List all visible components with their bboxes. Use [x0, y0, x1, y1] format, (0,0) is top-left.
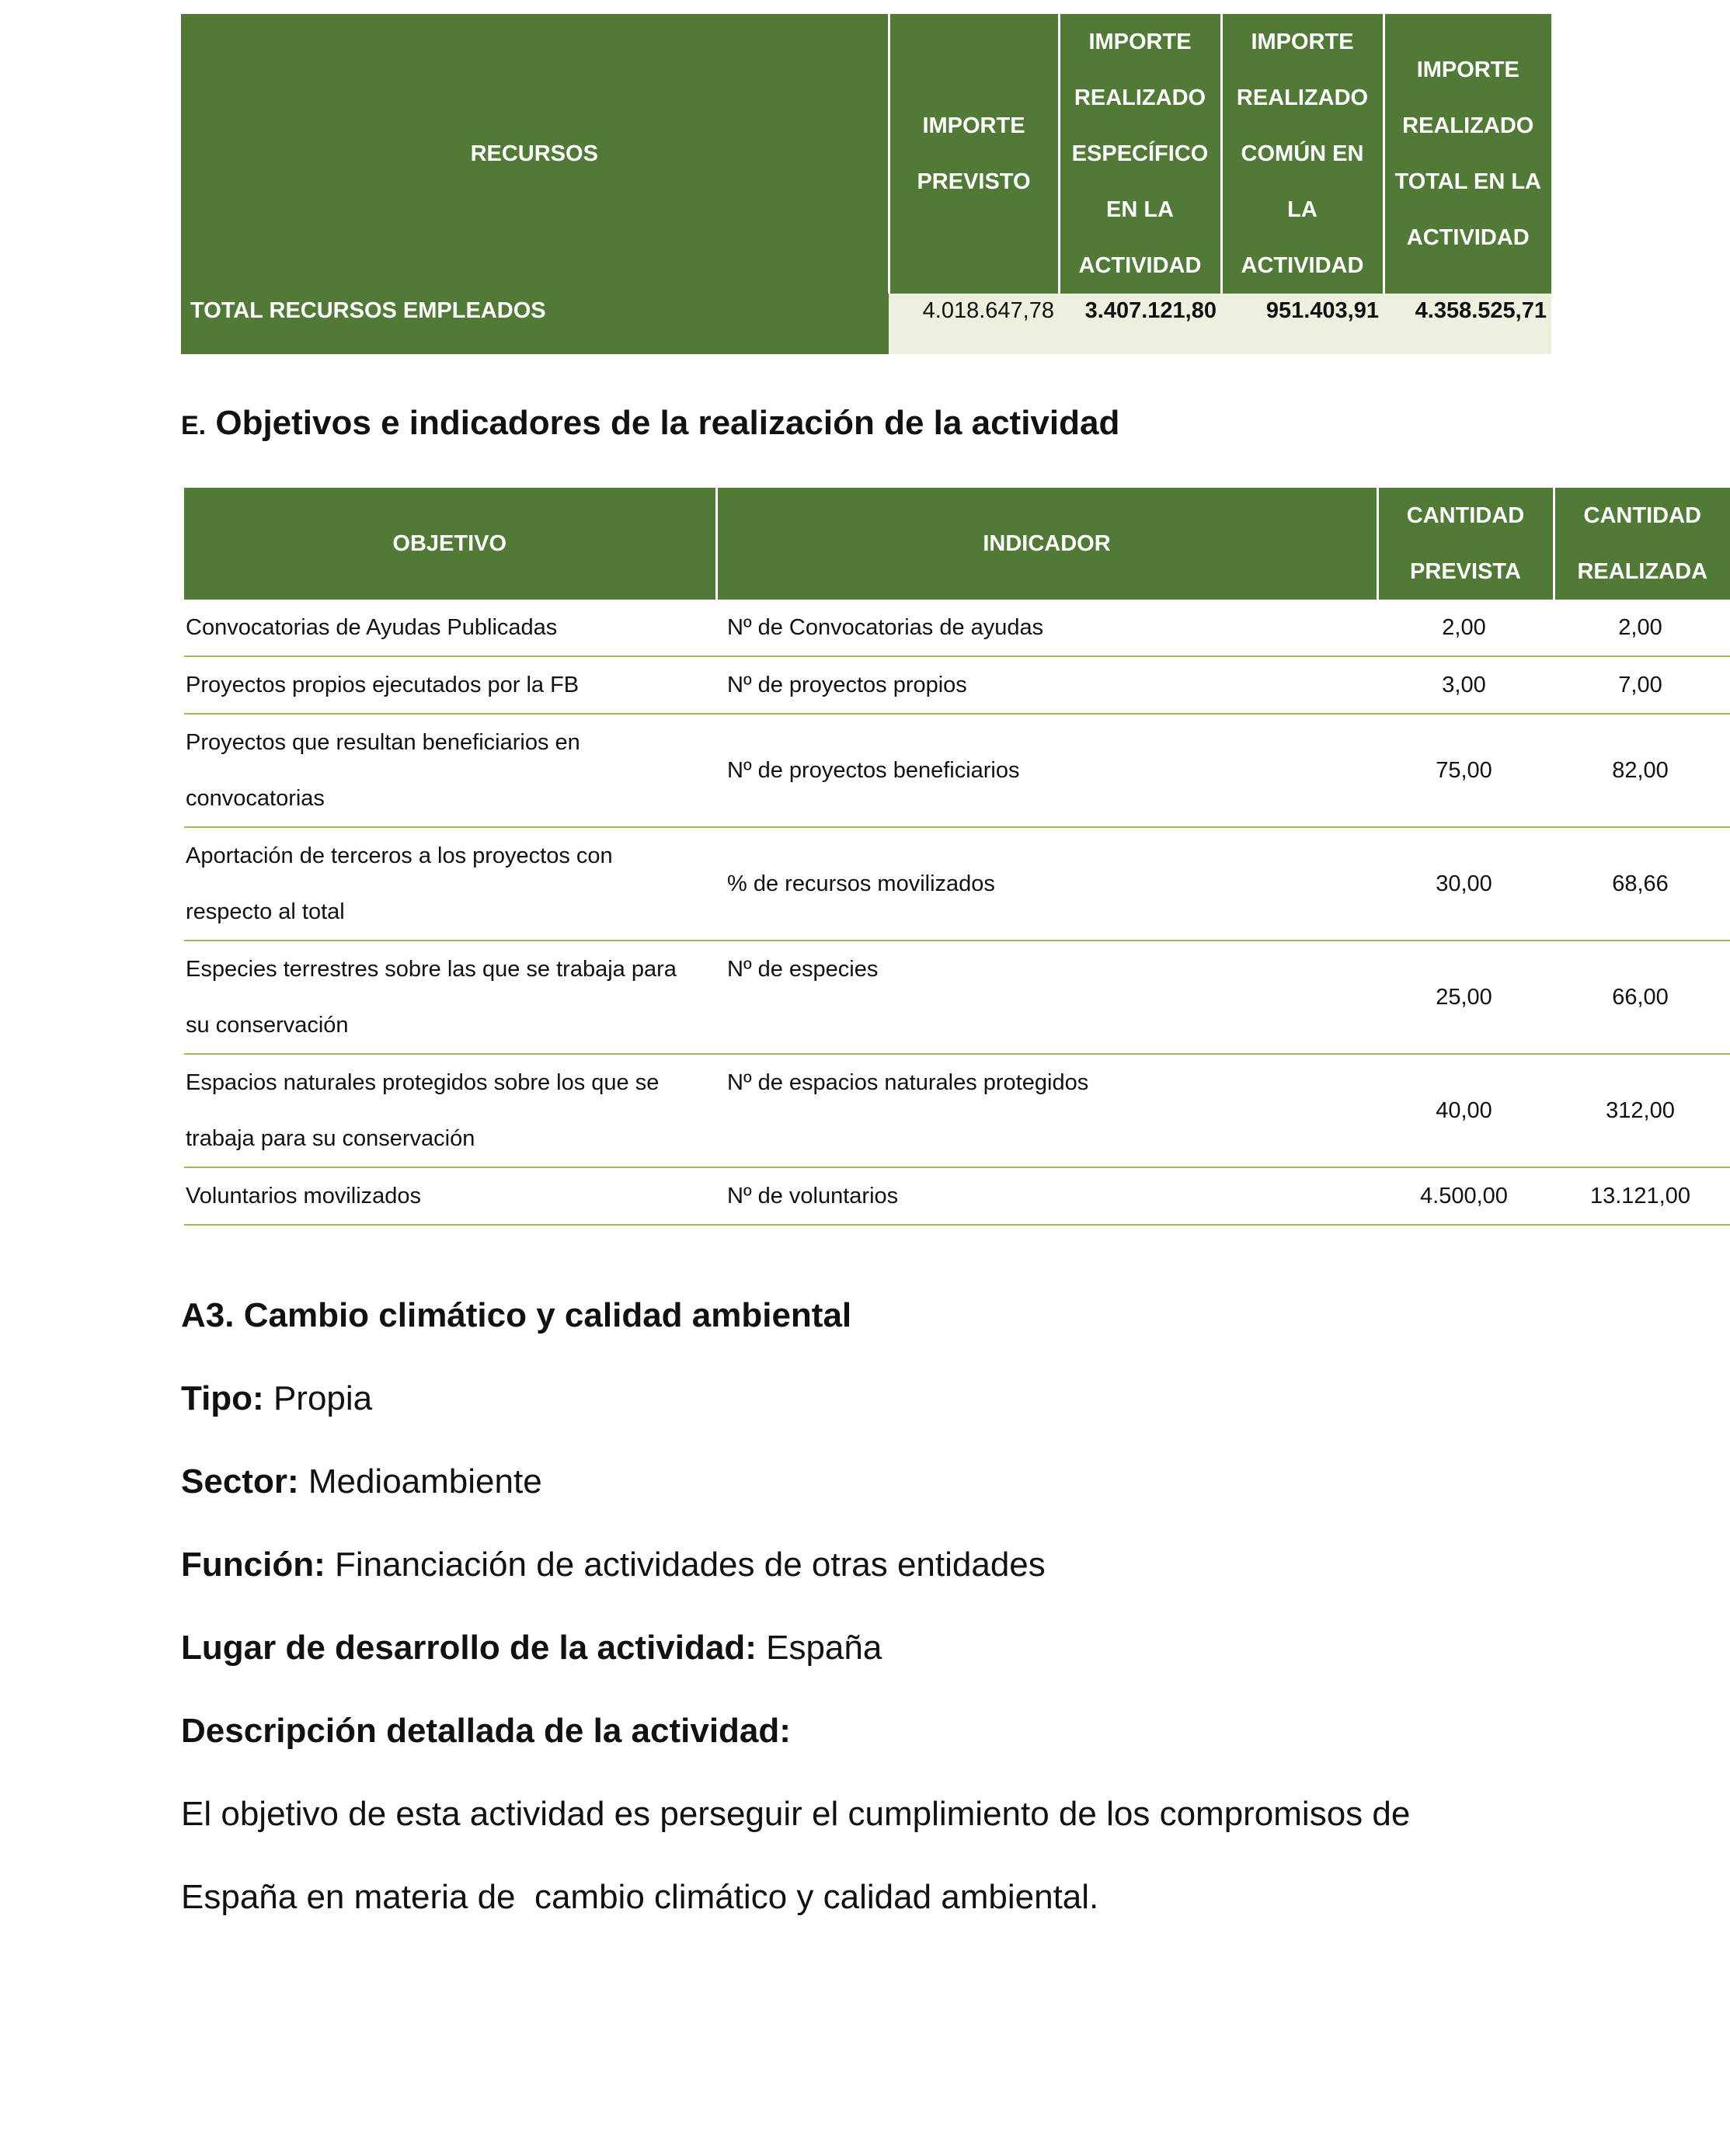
- prevista-cell: 75,00: [1377, 714, 1554, 827]
- objetivo-line: convocatorias: [186, 786, 325, 811]
- header-line: TOTAL EN LA: [1394, 169, 1541, 194]
- header-line: ESPECÍFICO: [1071, 141, 1209, 166]
- a3-section: [181, 1274, 1564, 1939]
- descripcion-line: El objetivo de esta actividad es perseguir el cumplimiento de los compromisos de: [181, 1795, 1411, 1833]
- header-cantidad-prevista: [1377, 488, 1554, 600]
- descripcion-text: [181, 1772, 1564, 1939]
- section-e-heading: [181, 404, 1119, 443]
- indicador-cell: % de recursos movilizados: [716, 827, 1377, 941]
- sector-line: [181, 1440, 1564, 1523]
- header-line: PREVISTA: [1410, 559, 1521, 584]
- objetivo-line: Aportación de terceros a los proyectos con: [186, 843, 613, 868]
- table-row: [184, 941, 1730, 1054]
- objetivo-cell: [184, 600, 716, 656]
- header-line: ACTIVIDAD: [1406, 225, 1530, 250]
- tipo-label: Tipo:: [181, 1379, 264, 1417]
- resources-header-row: [181, 14, 1551, 294]
- indicador-cell: Nº de proyectos propios: [716, 656, 1377, 714]
- total-comun: 951.403,91: [1221, 294, 1384, 354]
- funcion-line: [181, 1523, 1564, 1606]
- objetivo-line: Proyectos que resultan beneficiarios en: [186, 730, 580, 755]
- realizada-cell: 68,66: [1554, 827, 1730, 941]
- header-recursos: RECURSOS: [181, 14, 889, 294]
- indicador-cell: Nº de Convocatorias de ayudas: [716, 600, 1377, 656]
- header-line: REALIZADO: [1236, 85, 1369, 110]
- objetivo-line: Voluntarios movilizados: [186, 1184, 422, 1208]
- objetivo-line: Especies terrestres sobre las que se trabaja para: [186, 957, 677, 982]
- realizada-cell: 2,00: [1554, 600, 1730, 656]
- realizada-cell: 66,00: [1554, 941, 1730, 1054]
- indicador-cell: Nº de voluntarios: [716, 1167, 1377, 1225]
- header-line: CANTIDAD: [1583, 503, 1701, 528]
- sector-value: Medioambiente: [308, 1462, 542, 1501]
- objectives-header-row: [184, 488, 1730, 600]
- tipo-line: [181, 1357, 1564, 1440]
- objetivo-cell: [184, 941, 716, 1054]
- header-indicador: INDICADOR: [716, 488, 1377, 600]
- prevista-cell: 30,00: [1377, 827, 1554, 941]
- prevista-cell: 3,00: [1377, 656, 1554, 714]
- table-row: [184, 827, 1730, 941]
- header-importe-previsto: [889, 14, 1059, 294]
- table-row: [184, 656, 1730, 714]
- table-row: [184, 1054, 1730, 1167]
- header-line: REALIZADO: [1402, 113, 1534, 138]
- descripcion-label: Descripción detallada de la actividad:: [181, 1712, 791, 1750]
- header-line: IMPORTE: [1251, 30, 1354, 54]
- objetivo-cell: [184, 656, 716, 714]
- objetivo-line: Espacios naturales protegidos sobre los que se: [186, 1070, 660, 1095]
- total-previsto: 4.018.647,78: [889, 294, 1059, 354]
- indicador-cell: Nº de espacios naturales protegidos: [716, 1054, 1377, 1167]
- realizada-cell: 312,00: [1554, 1054, 1730, 1167]
- section-e-title: Objetivos e indicadores de la realización de la actividad: [215, 404, 1120, 442]
- header-line: ACTIVIDAD: [1241, 253, 1364, 278]
- table-row: [184, 714, 1730, 827]
- realizada-cell: 82,00: [1554, 714, 1730, 827]
- indicador-cell: Nº de especies: [716, 941, 1377, 1054]
- total-recursos-row: [181, 294, 1551, 354]
- tipo-value: Propia: [273, 1379, 373, 1417]
- header-line: EN LA: [1106, 197, 1174, 222]
- lugar-label: Lugar de desarrollo de la actividad:: [181, 1629, 757, 1667]
- objetivo-line: Convocatorias de Ayudas Publicadas: [186, 615, 558, 640]
- objetivo-line: respecto al total: [186, 899, 345, 924]
- total-total: 4.358.525,71: [1384, 294, 1551, 354]
- header-line: REALIZADO: [1074, 85, 1206, 110]
- objetivo-cell: [184, 827, 716, 941]
- total-recursos-label: TOTAL RECURSOS EMPLEADOS: [181, 294, 889, 354]
- lugar-value: España: [766, 1629, 882, 1667]
- header-line: REALIZADA: [1577, 559, 1708, 584]
- table-row: [184, 1167, 1730, 1225]
- header-line: PREVISTO: [917, 169, 1031, 194]
- a3-title: A3. Cambio climático y calidad ambiental: [181, 1296, 852, 1334]
- objetivo-cell: [184, 1167, 716, 1225]
- header-objetivo: OBJETIVO: [184, 488, 716, 600]
- prevista-cell: 40,00: [1377, 1054, 1554, 1167]
- prevista-cell: 4.500,00: [1377, 1167, 1554, 1225]
- header-importe-especifico: [1059, 14, 1221, 294]
- header-line: IMPORTE: [1416, 57, 1519, 82]
- header-line: IMPORTE: [922, 113, 1025, 138]
- table-row: [184, 600, 1730, 656]
- header-line: IMPORTE: [1088, 30, 1192, 54]
- section-e-letter: E.: [181, 411, 207, 440]
- objetivo-cell: [184, 1054, 716, 1167]
- header-line: CANTIDAD: [1406, 503, 1525, 528]
- funcion-label: Función:: [181, 1546, 325, 1584]
- header-line: ACTIVIDAD: [1078, 253, 1202, 278]
- prevista-cell: 25,00: [1377, 941, 1554, 1054]
- resources-table: [181, 14, 1551, 354]
- header-importe-comun: [1221, 14, 1384, 294]
- realizada-cell: 13.121,00: [1554, 1167, 1730, 1225]
- total-especifico: 3.407.121,80: [1059, 294, 1221, 354]
- objetivo-line: trabaja para su conservación: [186, 1126, 475, 1151]
- sector-label: Sector:: [181, 1462, 299, 1501]
- objectives-table: [184, 488, 1730, 1226]
- prevista-cell: 2,00: [1377, 600, 1554, 656]
- descripcion-line: España en materia de cambio climático y calidad ambiental.: [181, 1878, 1099, 1916]
- header-importe-total: [1384, 14, 1551, 294]
- header-cantidad-realizada: [1554, 488, 1730, 600]
- header-line: COMÚN EN: [1241, 141, 1364, 166]
- objetivo-cell: [184, 714, 716, 827]
- objetivo-line: su conservación: [186, 1013, 349, 1038]
- indicador-cell: Nº de proyectos beneficiarios: [716, 714, 1377, 827]
- funcion-value: Financiación de actividades de otras entidades: [334, 1546, 1046, 1584]
- objetivo-line: Proyectos propios ejecutados por la FB: [186, 673, 580, 697]
- lugar-line: [181, 1606, 1564, 1689]
- header-line: LA: [1287, 197, 1318, 222]
- realizada-cell: 7,00: [1554, 656, 1730, 714]
